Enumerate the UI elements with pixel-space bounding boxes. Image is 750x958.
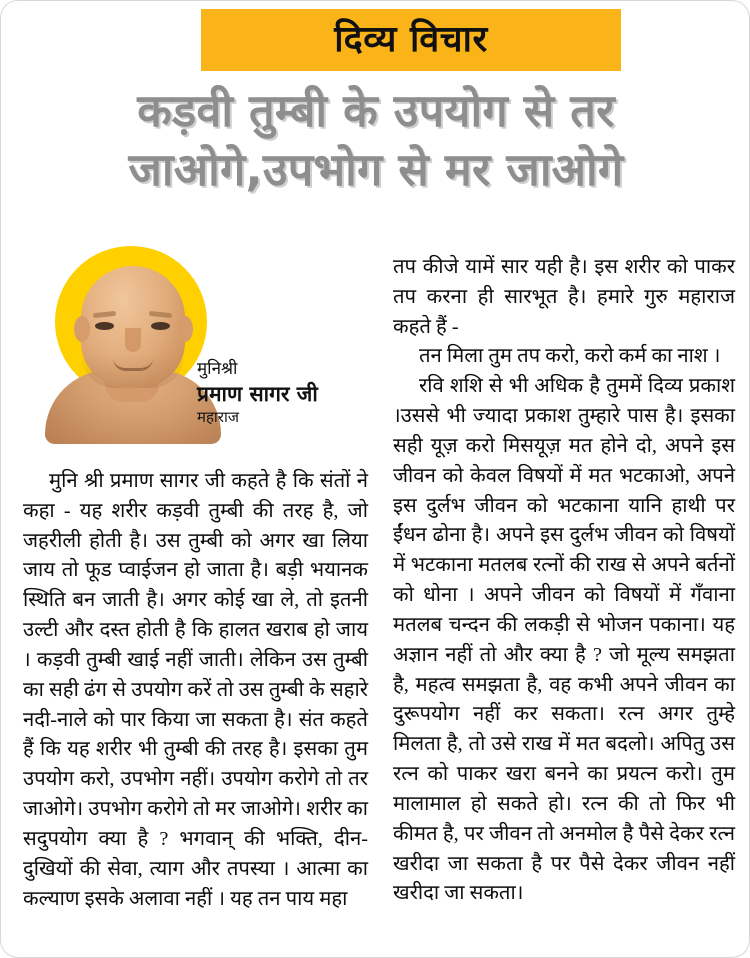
paragraph: तप कीजे यामें सार यही है। इस शरीर को पाकर तप करना ही सारभूत है। हमारे गुरु महाराज कहते हैं - bbox=[393, 256, 735, 338]
article-body-right bbox=[393, 253, 735, 909]
portrait-ear-right bbox=[177, 316, 193, 342]
author-name: प्रमाण सागर जी bbox=[197, 381, 318, 406]
masthead-title: दिव्य विचार bbox=[334, 19, 488, 60]
portrait-eye-right bbox=[151, 322, 170, 330]
masthead-banner bbox=[201, 9, 621, 71]
page-title bbox=[1, 81, 750, 200]
headline-line-1: कड़वी तुम्बी के उपयोग से तर bbox=[137, 84, 615, 137]
paragraph: मुनि श्री प्रमाण सागर जी कहते है कि संतों ने कहा - यह शरीर कड़वी तुम्बी की तरह है, जो जहरीली होती है। उस तुम्बी को अगर खा लिया जाय तो फूड प्वाईजन हो जाता है। बड़ी भयानक स्थिति बन जाती है। अगर कोई खा ले, तो इतनी उल्टी और दस्त होती है कि हालत खराब हो जाय । कड़वी तुम्बी खाई नहीं जाती। लेकिन उस तुम्बी का सही ढंग से उपयोग करें तो उस तुम्बी के सहारे नदी-नाले को पार किया जा सकता है। संत कहते हैं कि यह शरीर भी तुम्बी की तरह है। इसका तुम उपयोग करो, उपभोग नहीं। उपयोग करोगे तो तर जाओगे। उपभोग करोगे तो मर जाओगे। शरीर का सदुपयोग क्या है ? भगवान् की भक्ति, दीन-दुखियों की सेवा, त्याग और तपस्या । आत्मा का कल्याण इसके अलावा नहीं । यह तन पाय महा bbox=[23, 470, 368, 910]
author-caption bbox=[197, 359, 377, 427]
article-body-left bbox=[23, 467, 368, 914]
portrait-ear-left bbox=[74, 316, 90, 342]
headline-line-2: जाओगे,उपभोग से मर जाओगे bbox=[128, 143, 624, 197]
paragraph: रवि शशि से भी अधिक है तुममें दिव्य प्रकाश ।उससे भी ज्यादा प्रकाश तुम्हारे पास है। इसका सही यूज़ करो मिसयूज़ मत होने दो, अपने इस जीवन को केवल विषयों में मत भटकाओ, अपने इस दुर्लभ जीवन को भटकाना यानि हाथी पर ईंधन ढोना है। अपने इस दुर्लभ जीवन को विषयों में भटकाना मतलब रत्नों की राख से अपने बर्तनों को धोना । अपने जीवन को विषयों में गँवाना मतलब चन्दन की लकड़ी से भोजन पकाना। यह अज्ञान नहीं तो और क्या है ? जो मूल्य समझता है, महत्व समझता है, वह कभी अपने जीवन का दुरूपयोग नहीं कर सकता। रत्न अगर तुम्हे मिलता है, तो उसे राख में मत बदलो। अपितु उस रत्न को पाकर खरा बनने का प्रयत्न करो। तुम मालामाल हो सकते हो। रत्न की तो फिर भी कीमत है, पर जीवन तो अनमोल है पैसे देकर रत्न खरीदा जा सकता है पर पैसे देकर जीवन नहीं खरीदा जा सकता। bbox=[393, 375, 735, 905]
verse-line: तन मिला तुम तप करो, करो कर्म का नाश । bbox=[419, 345, 721, 368]
author-title: महाराज bbox=[197, 407, 239, 426]
portrait-eye-left bbox=[95, 322, 114, 330]
author-honorific: मुनिश्री bbox=[197, 359, 238, 379]
portrait-nose bbox=[125, 328, 141, 352]
